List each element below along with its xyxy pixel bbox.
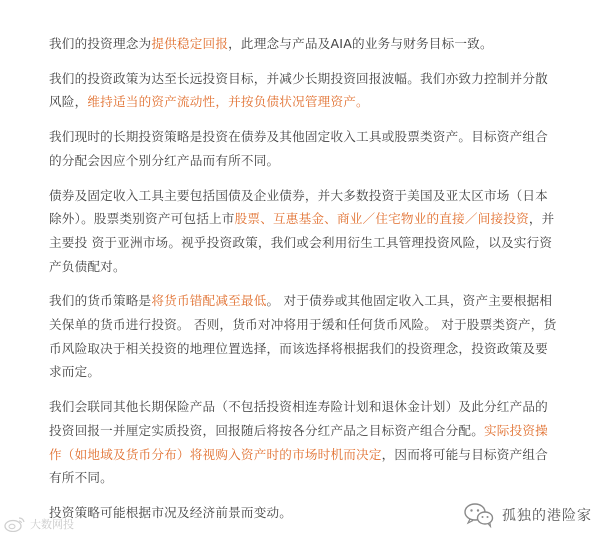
paragraph <box>49 125 559 172</box>
body-text: ，并主要投 资于亚洲市场。视乎投资政策，我们或会利用衍生工具管理投资风险，以及实行资产负债配对。 <box>49 211 555 274</box>
paragraph <box>49 289 559 384</box>
body-text: 。 对于债券或其他固定收入工具，资产主要根据相关保单的货币进行投资。 否则，货币对冲将用于缓和任何货币风险。 对于股票类资产，货币风险取决于相关投资的地理位置选择，而该选择将根据我们的投资理念，投资政策及要求而定。 <box>49 293 557 380</box>
body-text: 投资策略可能根据市况及经济前景而变动。 <box>49 504 293 520</box>
weibo-icon <box>4 516 26 532</box>
wechat-icon <box>464 502 494 528</box>
highlighted-text: 实际投资操作（如地域及货币分布）将视购入资产时的市场时机而决定 <box>49 422 548 462</box>
body-text: 我们现时的长期投资策略是投资在债券及其他固定收入工具或股票类资产。目标资产组合的分配会因应个别分红产品而有所不同。 <box>49 129 548 168</box>
brand-name: 孤独的港险家 <box>502 508 592 524</box>
paragraph <box>49 32 559 56</box>
watermark <box>4 516 74 532</box>
body-text: 我们会联同其他长期保险产品（不包括投资相连寿险计划和退休金计划）及此分红产品的投资回报一并厘定实质投资，回报随后将按各分红产品之目标资产组合分配。 <box>49 399 548 438</box>
highlighted-text: 维持适当的资产流动性，并按负债状况管理资产。 <box>87 94 369 110</box>
body-text: 我们的货币策略是 <box>49 293 152 309</box>
paragraph <box>49 67 559 114</box>
highlighted-text: 股票、互惠基金、商业／住宅物业的直接／间接投资 <box>234 211 529 227</box>
body-text: ，因而将可能与目标资产组合有所不同。 <box>49 446 548 486</box>
highlighted-text: 将货币错配减至最低 <box>151 293 267 309</box>
paragraph <box>49 395 559 490</box>
body-text: ，此理念与产品及AIA的业务与财务目标一致。 <box>228 36 493 51</box>
watermark-text: 大数网投 <box>30 518 74 531</box>
body-text: 我们的投资理念为 <box>49 36 152 51</box>
article-body <box>49 32 559 536</box>
highlighted-text: 提供稳定回报 <box>151 36 229 51</box>
brand-footer <box>464 502 592 528</box>
body-text: 债券及固定收入工具主要包括国债及企业债券，并大多数投资于美国及亚太区市场（日本除外）。股票类别资产可包括上市 <box>49 187 548 227</box>
paragraph <box>49 184 559 279</box>
body-text: 我们的投资政策为达至长远投资目标，并减少长期投资回报波幅。我们亦致力控制并分散风险， <box>49 70 548 110</box>
